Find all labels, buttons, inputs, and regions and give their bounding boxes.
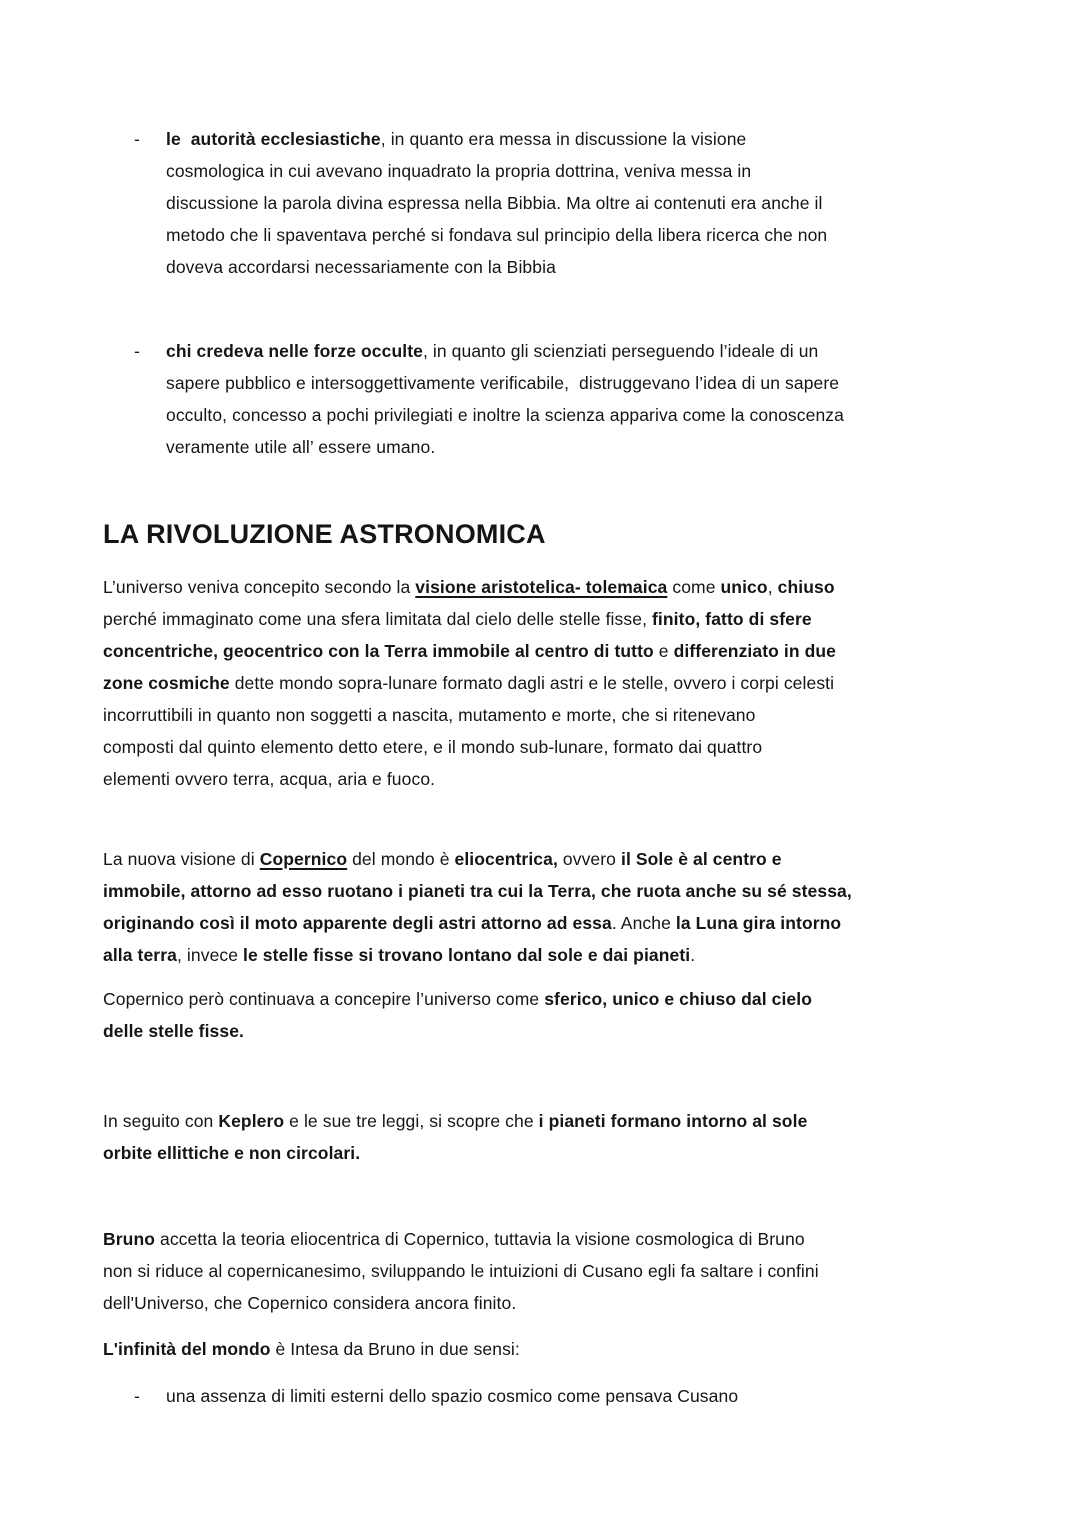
- text-run: è Intesa da Bruno in due sensi:: [270, 1339, 520, 1359]
- bullet-dash-marker: -: [134, 129, 140, 149]
- text-run: differenziato in due: [673, 641, 837, 661]
- text-run: i pianeti formano intorno al sole: [538, 1111, 808, 1131]
- text-run: le autorità ecclesiastiche: [166, 129, 381, 149]
- bullet-ecclesiastical-authorities-line-4: [103, 219, 1080, 251]
- text-run: dell'Universo, che Copernico considera ancora finito.: [103, 1293, 517, 1313]
- text-run: L’universo veniva concepito secondo la: [103, 577, 416, 597]
- text-run: le stelle fisse si trovano lontano dal sole e dai pianeti: [243, 945, 691, 965]
- text-run: occulto, concesso a pochi privilegiati e inoltre la scienza appariva come la conoscenza: [166, 405, 844, 425]
- bullet-occult-forces-line-4: [103, 431, 1080, 463]
- para-bruno-infinite-universe-line-2: [103, 1255, 1080, 1287]
- text-run: accetta la teoria eliocentrica di Copernico, tuttavia la visione cosmologica di Bruno: [155, 1229, 805, 1249]
- text-run: discussione la parola divina espressa nella Bibbia. Ma oltre ai contenuti era anche il: [166, 193, 823, 213]
- heading-astronomical-revolution: [103, 517, 1080, 551]
- para-kepler-laws: [103, 1105, 1080, 1169]
- text-run: dette mondo sopra-lunare formato dagli astri e le stelle, ovvero i corpi celesti: [229, 673, 835, 693]
- text-run: unico: [720, 577, 768, 597]
- text-run: sferico, unico e chiuso dal cielo: [544, 989, 813, 1009]
- text-run: delle stelle fisse.: [103, 1021, 245, 1041]
- bullet-ecclesiastical-authorities-line-2: [103, 155, 1080, 187]
- text-run: , in quanto gli scienziati perseguendo l’ideale di un: [422, 341, 819, 361]
- bullet-ecclesiastical-authorities-line-1: [103, 123, 1080, 155]
- para-copernicus-heliocentric-view-line-2: [103, 875, 1080, 907]
- para-infinity-two-senses: [103, 1333, 1080, 1365]
- text-run: In seguito con: [103, 1111, 219, 1131]
- text-run: sapere pubblico e intersoggettivamente verificabile, distruggevano l’idea di un sapere: [166, 373, 840, 393]
- text-run: il Sole è al centro e: [620, 849, 782, 869]
- bullet-occult-forces-line-2: [103, 367, 1080, 399]
- text-run: composti dal quinto elemento detto etere, e il mondo sub-lunare, formato dai quattro: [103, 737, 763, 757]
- bullet-occult-forces: [103, 335, 1080, 463]
- para-infinity-two-senses-line-1: [103, 1333, 1080, 1365]
- text-run: e le sue tre leggi, si scopre che: [284, 1111, 539, 1131]
- text-run: doveva accordarsi necessariamente con la Bibbia: [166, 257, 556, 277]
- text-run: Copernico però continuava a concepire l’universo come: [103, 989, 545, 1009]
- text-run: La nuova visione di: [103, 849, 260, 869]
- para-copernicus-limits-line-1: [103, 983, 1080, 1015]
- para-copernicus-limits-line-2: [103, 1015, 1080, 1047]
- para-bruno-infinite-universe: [103, 1223, 1080, 1319]
- para-aristotelian-ptolemaic-view-line-5: [103, 699, 1080, 731]
- text-run: .: [690, 945, 696, 965]
- text-run: ,: [767, 577, 778, 597]
- text-run: come: [667, 577, 721, 597]
- text-run: la Luna gira intorno: [675, 913, 842, 933]
- para-aristotelian-ptolemaic-view-line-7: [103, 763, 1080, 795]
- text-run: non si riduce al copernicanesimo, sviluppando le intuizioni di Cusano egli fa saltare i confini: [103, 1261, 819, 1281]
- para-copernicus-heliocentric-view-line-4: [103, 939, 1080, 971]
- text-run: L'infinità del mondo: [103, 1339, 271, 1359]
- text-run: chi credeva nelle forze occulte: [166, 341, 423, 361]
- para-aristotelian-ptolemaic-view-line-1: [103, 571, 1080, 603]
- text-run: una assenza di limiti esterni dello spazio cosmico come pensava Cusano: [166, 1386, 739, 1406]
- para-kepler-laws-line-1: [103, 1105, 1080, 1137]
- bullet-ecclesiastical-authorities: [103, 123, 1080, 283]
- text-run: alla terra: [103, 945, 177, 965]
- para-copernicus-heliocentric-view-line-1: [103, 843, 1080, 875]
- text-run: del mondo è: [347, 849, 455, 869]
- text-run: , in quanto era messa in discussione la visione: [380, 129, 747, 149]
- text-run: , invece: [176, 945, 244, 965]
- text-run: chiuso: [777, 577, 835, 597]
- text-run: Keplero: [218, 1111, 285, 1131]
- para-aristotelian-ptolemaic-view: [103, 571, 1080, 795]
- para-bruno-infinite-universe-line-3: [103, 1287, 1080, 1319]
- text-run: cosmologica in cui avevano inquadrato la propria dottrina, veniva messa in: [166, 161, 752, 181]
- text-run: metodo che li spaventava perché si fondava sul principio della libera ricerca che non: [166, 225, 828, 245]
- bullet-cusano-no-external-limits: [103, 1380, 1080, 1412]
- para-aristotelian-ptolemaic-view-line-6: [103, 731, 1080, 763]
- text-run: zone cosmiche: [103, 673, 230, 693]
- para-copernicus-heliocentric-view-line-3: [103, 907, 1080, 939]
- text-run: originando così il moto apparente degli astri attorno ad essa: [103, 913, 612, 933]
- text-run: concentriche, geocentrico con la Terra immobile al centro di tutto: [103, 641, 654, 661]
- text-run: eliocentrica,: [454, 849, 558, 869]
- heading-astronomical-revolution-line-1: [103, 517, 1080, 551]
- para-copernicus-heliocentric-view: [103, 843, 1080, 971]
- para-aristotelian-ptolemaic-view-line-3: [103, 635, 1080, 667]
- text-run: visione aristotelica- tolemaica: [415, 577, 668, 597]
- bullet-occult-forces-line-1: [103, 335, 1080, 367]
- para-aristotelian-ptolemaic-view-line-4: [103, 667, 1080, 699]
- text-run: perché immaginato come una sfera limitata dal cielo delle stelle fisse,: [103, 609, 652, 629]
- text-run: finito, fatto di sfere: [652, 609, 812, 629]
- text-run: ovvero: [557, 849, 621, 869]
- text-run: . Anche: [611, 913, 676, 933]
- text-run: incorruttibili in quanto non soggetti a nascita, mutamento e morte, che si ritenevano: [103, 705, 756, 725]
- text-run: LA RIVOLUZIONE ASTRONOMICA: [103, 519, 546, 549]
- para-bruno-infinite-universe-line-1: [103, 1223, 1080, 1255]
- text-run: Bruno: [103, 1229, 156, 1249]
- bullet-occult-forces-line-3: [103, 399, 1080, 431]
- bullet-ecclesiastical-authorities-line-3: [103, 187, 1080, 219]
- text-run: elementi ovvero terra, acqua, aria e fuoco.: [103, 769, 436, 789]
- bullet-dash-marker: -: [134, 341, 140, 361]
- text-run: e: [653, 641, 674, 661]
- bullet-dash-marker: -: [134, 1386, 140, 1406]
- bullet-cusano-no-external-limits-line-1: [103, 1380, 1080, 1412]
- text-run: immobile, attorno ad esso ruotano i pianeti tra cui la Terra, che ruota anche su sé stessa,: [103, 881, 852, 901]
- para-aristotelian-ptolemaic-view-line-2: [103, 603, 1080, 635]
- bullet-ecclesiastical-authorities-line-5: [103, 251, 1080, 283]
- text-run: veramente utile all’ essere umano.: [166, 437, 436, 457]
- para-kepler-laws-line-2: [103, 1137, 1080, 1169]
- text-run: Copernico: [259, 849, 348, 869]
- para-copernicus-limits: [103, 983, 1080, 1047]
- text-run: orbite ellittiche e non circolari.: [103, 1143, 361, 1163]
